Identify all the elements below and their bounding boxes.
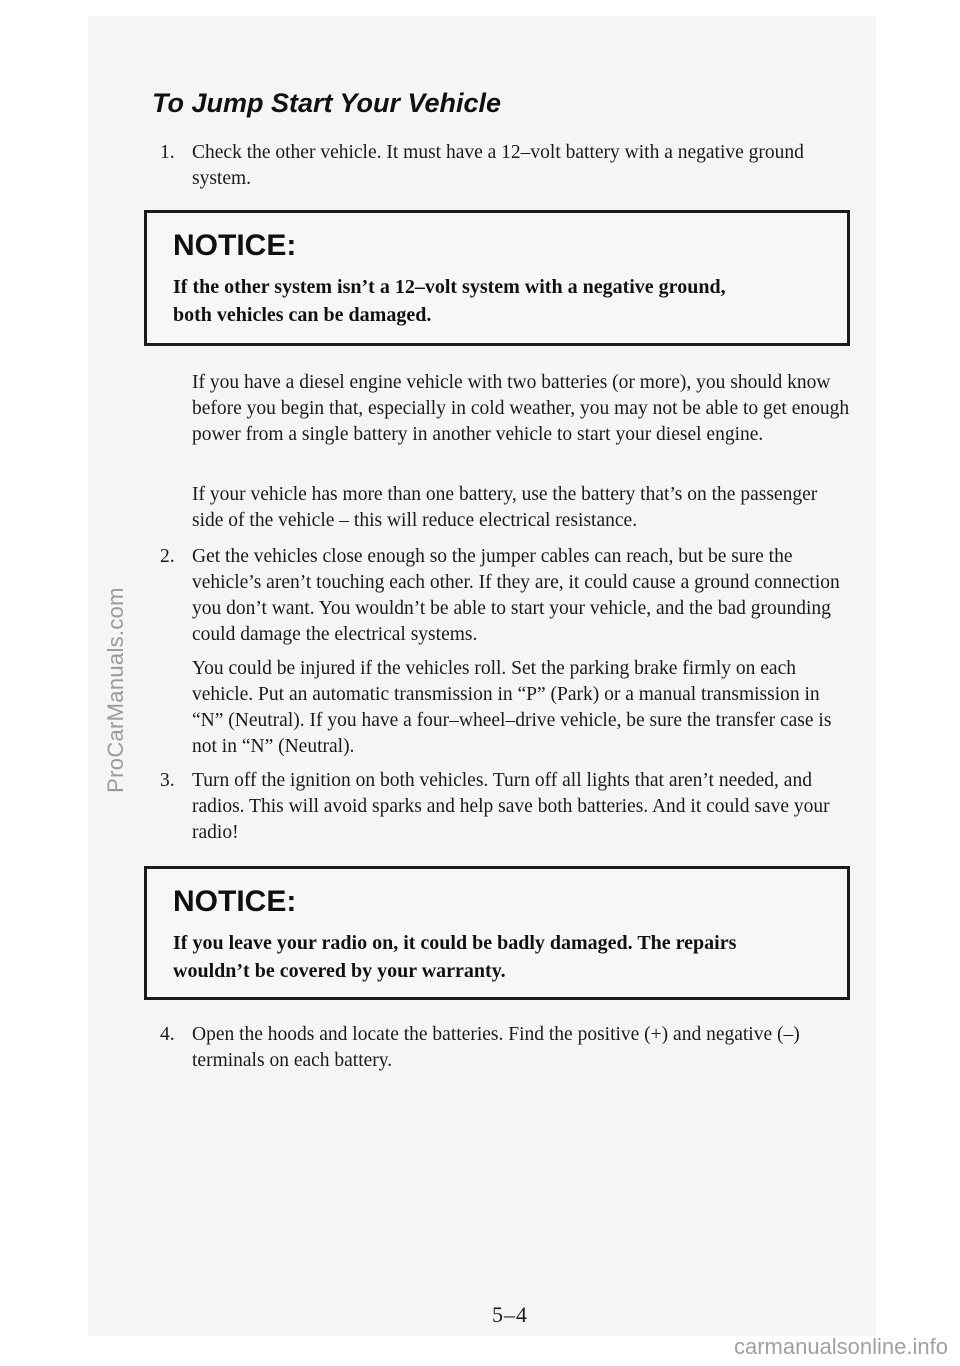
multiple-battery-paragraph: If your vehicle has more than one battery, use the battery that’s on the passenger side of the vehicle – this will reduce electrical resistance. [192,484,818,531]
vehicle-roll-paragraph: You could be injured if the vehicles roll. Set the parking brake firmly on each vehicle. Put an automatic transmission in “P” (Park) or a manual transmission in “N” (Neutral). If you have a four–wheel–drive vehicle, be sure the transfer case is not in “N” (Neutral). [192,658,832,757]
step-3-number: 3. [160,770,175,791]
notice-1-body: If the other system isn’t a 12–volt system with a negative ground, both vehicles can be damaged. [173,276,726,326]
step-4-number: 4. [160,1024,175,1045]
page-number: 5–4 [492,1302,528,1327]
step-2 [160,544,860,648]
diesel-paragraph: If you have a diesel engine vehicle with two batteries (or more), you should know before you begin that, especially in cold weather, you may not be able to get enough power from a single battery in another vehicle to start your diesel engine. [192,372,850,445]
step-4 [160,1022,860,1074]
bottom-watermark: carmanualsonline.info [733,1334,948,1359]
step-2-text: Get the vehicles close enough so the jumper cables can reach, but be sure the vehicle’s aren’t touching each other. If they are, it could cause a ground connection you don’t want. You wouldn’t be able to start your vehicle, and the bad grounding could damage the electrical systems. [192,546,840,645]
step-1-number: 1. [160,142,175,163]
notice-2-body: If you leave your radio on, it could be badly damaged. The repairs wouldn’t be covered by your warranty. [173,932,737,982]
notice-2-heading: NOTICE: [173,885,297,918]
notice-box-2 [144,866,850,1000]
notice-1-heading: NOTICE: [173,229,297,262]
page-title: To Jump Start Your Vehicle [152,88,502,118]
step-3 [160,768,860,846]
step-2-number: 2. [160,546,175,567]
step-1 [160,140,860,192]
notice-box-1 [144,210,850,346]
step-3-text: Turn off the ignition on both vehicles. Turn off all lights that aren’t needed, and radios. This will avoid sparks and help save both batteries. And it could save your radio! [192,770,830,843]
side-watermark: ProCarManuals.com [103,587,128,793]
step-4-text: Open the hoods and locate the batteries. Find the positive (+) and negative (–) terminals on each battery. [192,1024,800,1071]
step-1-text: Check the other vehicle. It must have a 12–volt battery with a negative ground system. [192,142,804,189]
